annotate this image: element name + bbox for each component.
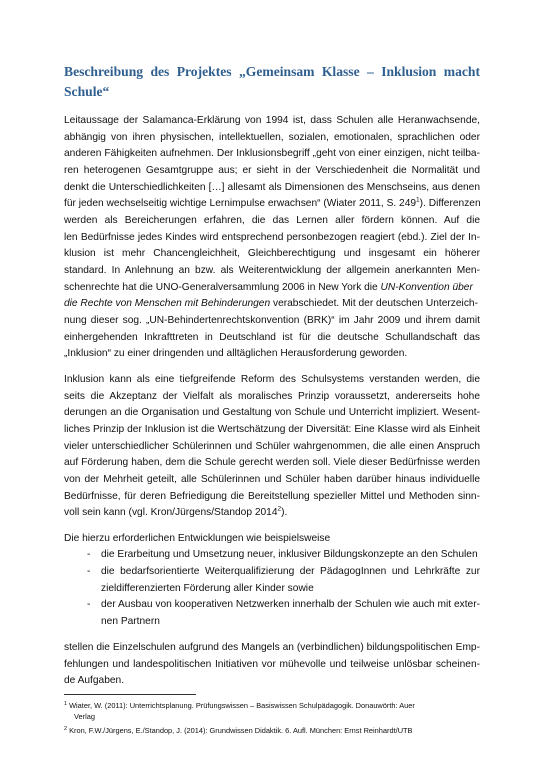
- text-line: Die hierzu erforderlichen Entwicklungen wie beispielsweise: [64, 533, 331, 544]
- text-line: stellen die Einzelschulen aufgrund des Mangels an (verbindlichen) bildungspolitischen Emp-: [64, 642, 480, 653]
- text-line: standard. In Anlehnung an bzw. als Weiterentwicklung der allgemein anerkannten Men-: [64, 265, 480, 276]
- list-item-continuation: nen Partnern: [101, 616, 160, 627]
- text-line: [64, 280, 480, 297]
- text-line: anderen Fähigkeiten aufnehmen. Der Inklusionsbegriff „geht von einer einzigen, nicht teilba-: [64, 148, 480, 159]
- footnote-divider: [64, 694, 196, 695]
- text-line: abhängig von ihren physischen, intellektuellen, sozialen, emotionalen, sprachlichen oder: [64, 132, 480, 143]
- text-segment: für jeden wechselseitig wichtige Lernimpulse erwachsen“ (Wiater 2011, S. 249: [64, 198, 417, 209]
- text-line: [64, 296, 480, 313]
- text-segment: voll sein kann (vgl. Kron/Jürgens/Standop 2014: [64, 507, 278, 518]
- footnote-2: [64, 725, 480, 736]
- footnote-line: [64, 700, 480, 711]
- text-line: einhergehenden Inkrafttreten in Deutschland ist für die deutsche Schullandschaft das: [64, 332, 480, 343]
- text-line: Leitaussage der Salamanca-Erklärung von 1994 ist, dass Schulen alle Heranwachsende,: [64, 115, 480, 126]
- footnote-number: 2: [64, 725, 68, 732]
- footnote-ref: 1: [416, 196, 420, 204]
- footnote-line: [64, 725, 480, 736]
- text-line: derungen an die Organisation und Gestaltung von Schule und Unterricht impliziert. Wesent-: [64, 407, 480, 418]
- text-line: Bedürfnisse, für deren Befriedigung die Bereitstellung spezieller Mittel und Methoden sinn-: [64, 491, 480, 502]
- text-segment: schenrechte hat die UNO-Generalversammlung 2006 in New York die: [64, 282, 381, 293]
- text-line: [64, 505, 480, 522]
- list-item: die Erarbeitung und Umsetzung neuer, inklusiver Bildungskonzepte an den Schulen: [101, 549, 478, 560]
- text-line: [64, 196, 480, 213]
- bullet-marker: -: [87, 549, 91, 560]
- text-line: klusion ist mehr Chancengleichheit, Gleichberechtigung und insgesamt ein höherer: [64, 248, 480, 259]
- footnote-ref: 2: [277, 505, 282, 513]
- text-line: nung dieser sog. „UN-Behindertenrechtskonvention (BRK)“ im Jahr 2009 und ihrem damit: [64, 315, 480, 326]
- text-line: denkt die Unterschiedlichkeiten […] allesamt als Dimensionen des Menschseins, aus denen: [64, 182, 480, 193]
- text-line: werden als Bereicherungen erfahren, die das Lernen aller fördern können. Auf die: [64, 215, 480, 226]
- footnote-text: Kron, F.W./Jürgens, E./Standop, J. (2014): Grundwissen Didaktik. 6. Aufl. München: Ernst Reinhardt/UTB: [69, 726, 413, 735]
- text-line: fehlungen und landespolitischen Initiativen vor mühevolle und teilweise unlösbar scheinen-: [64, 659, 480, 670]
- list-item-continuation: zieldifferenzierten Förderung aller Kinder sowie: [101, 583, 314, 594]
- text-line: vieler unterschiedlicher Schülerinnen und Schüler wahrgenommen, die alle einen Anspruch: [64, 441, 480, 452]
- text-line: von der Mehrheit geteilt, alle Schülerinnen und Schüler haben darüber hinaus individuelle: [64, 474, 480, 485]
- text-segment: verabschiedet. Mit der deutschen Unterzeich-: [270, 298, 478, 309]
- italic-title: UN-Konvention über: [380, 282, 473, 293]
- text-segment: ).: [281, 507, 288, 518]
- text-line: de Aufgaben.: [64, 675, 125, 686]
- text-line: len Bedürfnisse jedes Kindes wird entsprechend personbezogen reagiert (ebd.). Ziel der In-: [64, 232, 480, 243]
- text-line: Inklusion kann als eine tiefgreifende Reform des Schulsystems verstanden werden, die: [64, 374, 480, 385]
- text-line: auf Förderung haben, dem die Schule gerecht werden soll. Viele dieser Bedürfnisse werden: [64, 457, 480, 468]
- text-line: „Inklusion“ zu einer dringenden und alltäglichen Herausforderung geworden.: [64, 348, 408, 359]
- italic-title: die Rechte von Menschen mit Behinderungen: [64, 298, 271, 309]
- list-item: die bedarfsorientierte Weiterqualifizierung der PädagogInnen und Lehrkräfte zur: [101, 566, 480, 577]
- footnote-text: Wiater, W. (2011): Unterrichtsplanung. Prüfungswissen – Basiswissen Schulpädagogik. Donauwörth: Auer: [69, 701, 415, 710]
- text-line: seits die Akzeptanz der Vielfalt als moralisches Prinzip voraussetzt, andererseits hohe: [64, 391, 480, 402]
- bullet-marker: -: [87, 566, 91, 577]
- footnote-1: [64, 700, 480, 722]
- bullet-marker: -: [87, 599, 91, 610]
- text-segment: ). Differenzen: [419, 198, 481, 209]
- footnote-number: 1: [64, 700, 68, 707]
- footnote-line: Verlag: [74, 712, 95, 721]
- list-item: der Ausbau von kooperativen Netzwerken innerhalb der Schulen wie auch mit exter-: [101, 599, 480, 610]
- text-line: liches Prinzip der Inklusion ist die Wertschätzung der Diversität: Eine Klasse wird als Einheit: [64, 424, 480, 435]
- text-line: ren heterogenen Gesamtgruppe aus; er sieht in der Verschiedenheit die Normalität und: [64, 165, 480, 176]
- page-title: Beschreibung des Projektes „Gemeinsam Klasse – Inklusion macht Schule“: [64, 64, 480, 99]
